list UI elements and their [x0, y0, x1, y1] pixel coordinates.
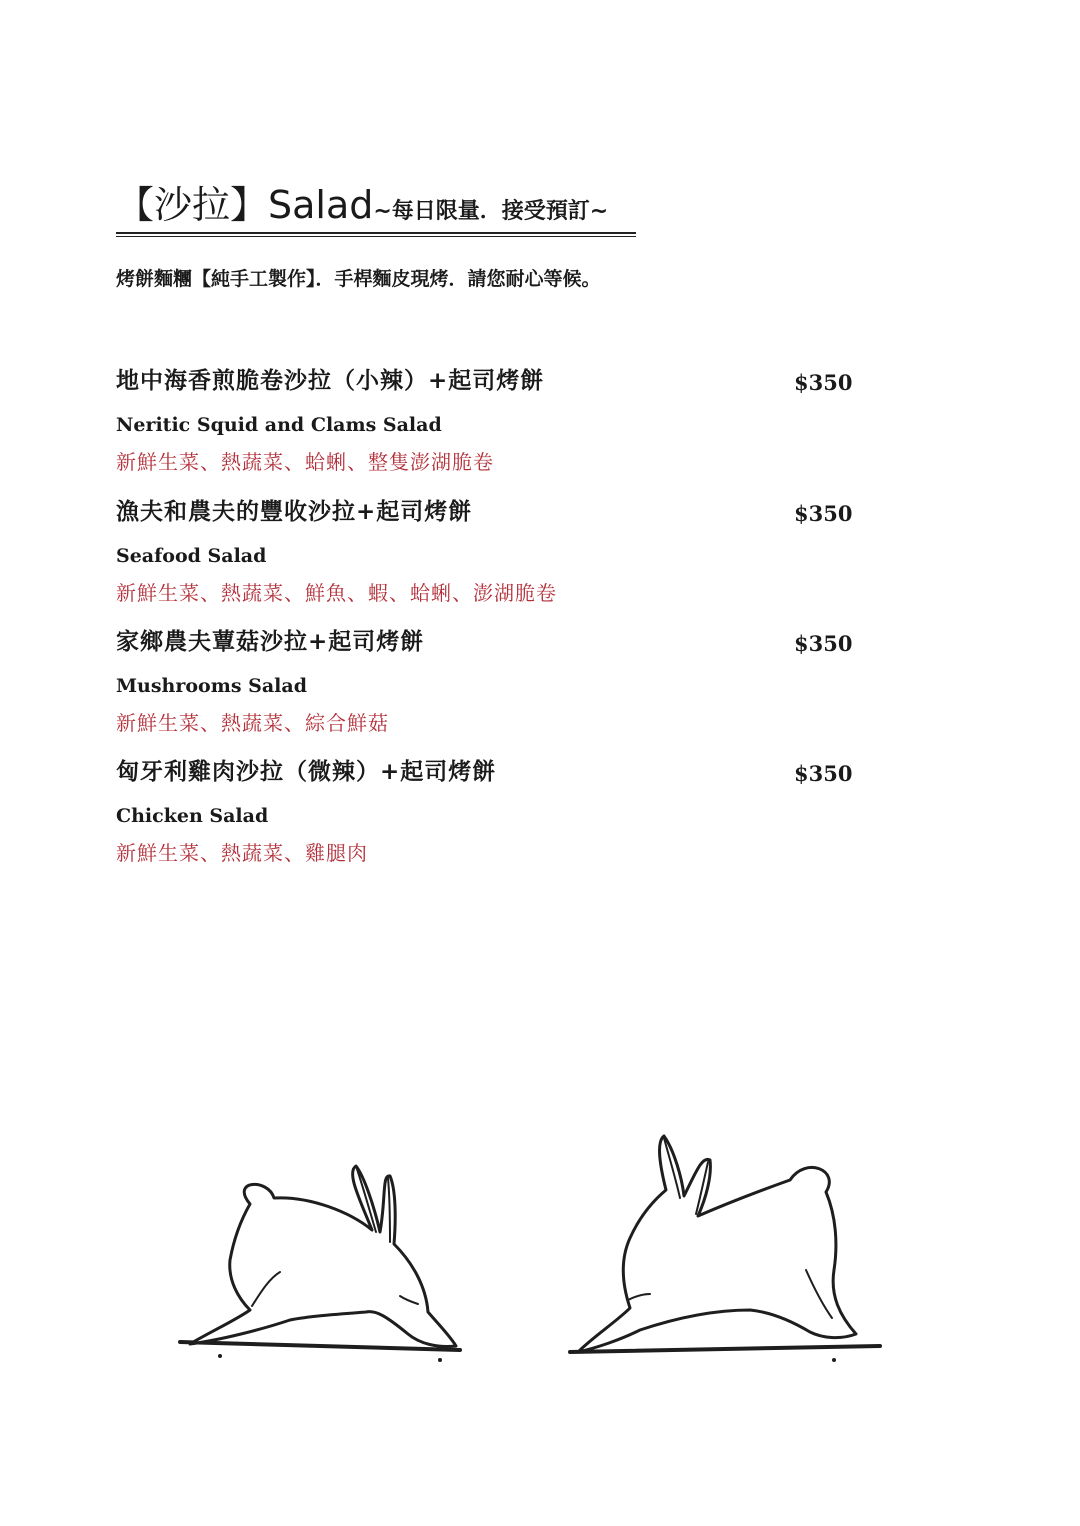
menu-item: [116, 753, 876, 873]
section-title-main: 【沙拉】Salad: [116, 183, 374, 227]
item-price: $350: [794, 761, 853, 786]
item-name-zh: 地中海香煎脆卷沙拉（小辣）+起司烤餅: [116, 368, 545, 394]
rabbits-illustration: [150, 1120, 910, 1380]
item-name-en: Neritic Squid and Clams Salad: [116, 414, 442, 436]
menu-item: [116, 623, 876, 743]
item-price: $350: [794, 370, 853, 395]
item-description: 新鮮生菜、熱蔬菜、雞腿肉: [116, 841, 368, 865]
item-name-en: Chicken Salad: [116, 805, 269, 827]
rabbit-left-icon: [180, 1166, 460, 1362]
menu-item: [116, 493, 876, 613]
item-name-zh: 家鄉農夫蕈菇沙拉+起司烤餅: [116, 629, 425, 655]
item-price: $350: [794, 631, 853, 656]
item-name-en: Seafood Salad: [116, 545, 267, 567]
preparation-note: 烤餅麵糰【純手工製作】．手桿麵皮現烤．請您耐心等候。: [116, 268, 601, 290]
rabbit-right-icon: [570, 1136, 880, 1362]
title-underline-thin: [116, 236, 636, 237]
section-title: [116, 183, 609, 227]
item-description: 新鮮生菜、熱蔬菜、綜合鮮菇: [116, 711, 389, 735]
title-underline: [116, 232, 636, 234]
section-title-sub: ~每日限量．接受預訂~: [373, 199, 609, 224]
item-name-zh: 漁夫和農夫的豐收沙拉+起司烤餅: [116, 499, 473, 525]
item-description: 新鮮生菜、熱蔬菜、蛤蜊、整隻澎湖脆卷: [116, 450, 494, 474]
item-price: $350: [794, 501, 853, 526]
menu-item: [116, 362, 876, 482]
item-name-zh: 匈牙利雞肉沙拉（微辣）+起司烤餅: [116, 759, 497, 785]
item-name-en: Mushrooms Salad: [116, 675, 307, 697]
item-description: 新鮮生菜、熱蔬菜、鮮魚、蝦、蛤蜊、澎湖脆卷: [116, 581, 557, 605]
